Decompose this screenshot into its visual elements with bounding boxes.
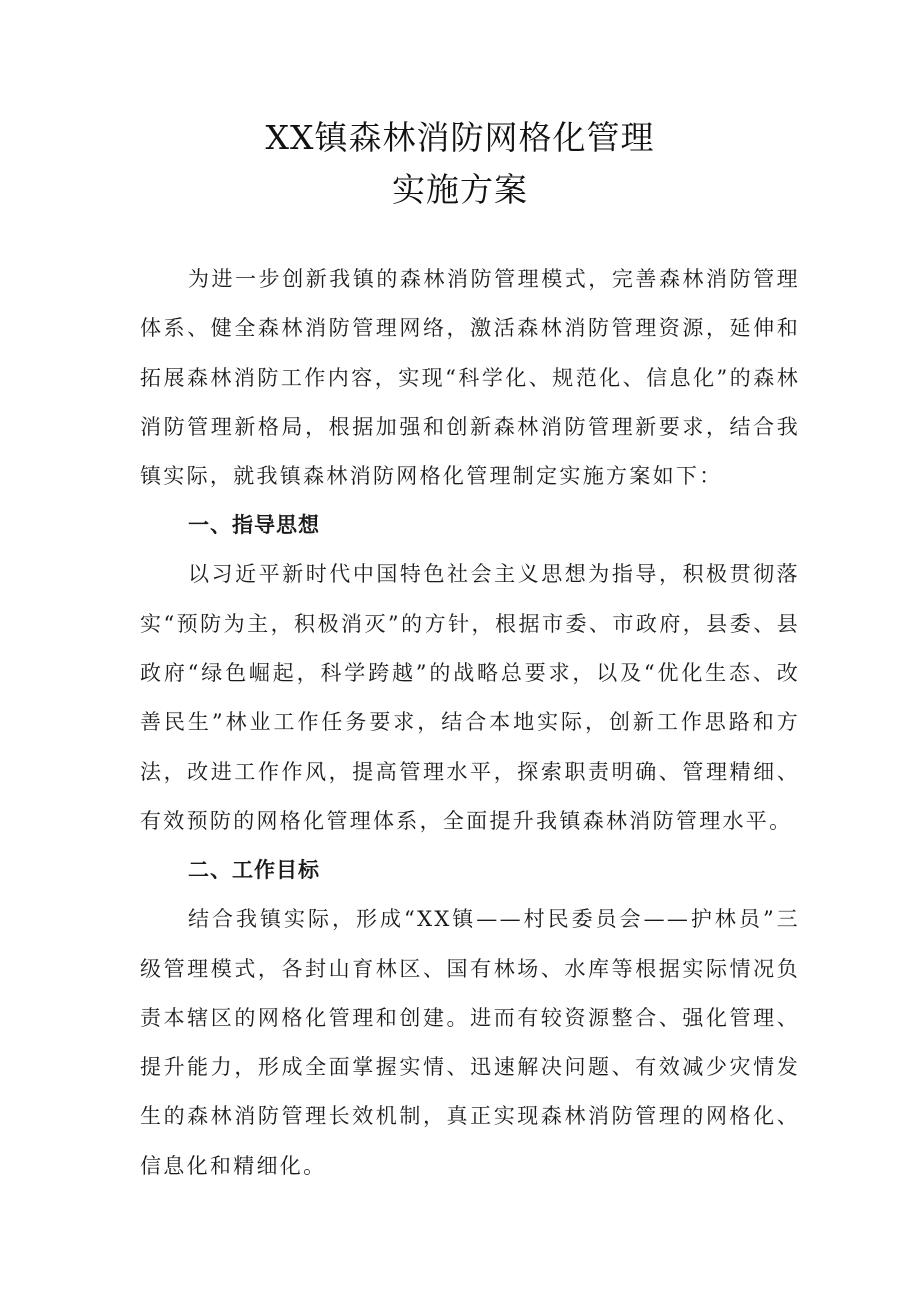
section-body-guiding-ideology: 以习近平新时代中国特色社会主义思想为指导，积极贯彻落实“预防为主，积极消灭”的方针，根据市委、市政府，县委、县政府“绿色崛起，科学跨越”的战略总要求，以及“优化生态、改善民生”林业工作任务要求，结合本地实际，创新工作思路和方法，改进工作作风，提高管理水平，探索职责明确、管理精细、有效预防的网格化管理体系，全面提升我镇森林消防管理水平。 <box>140 562 800 833</box>
title-line-2: 实施方案 <box>392 170 528 209</box>
title-line-1: XX镇森林消防网格化管理 <box>265 118 655 157</box>
intro-paragraph: 为进一步创新我镇的森林消防管理模式，完善森林消防管理体系、健全森林消防管理网络，激活森林消防管理资源，延伸和拓展森林消防工作内容，实现“科学化、规范化、信息化”的森林消防管理新格局，根据加强和创新森林消防管理新要求，结合我镇实际，就我镇森林消防网格化管理制定实施方案如下： <box>140 267 800 489</box>
section-body-work-objectives: 结合我镇实际，形成“XX镇——村民委员会——护林员”三级管理模式，各封山育林区、国有林场、水库等根据实际情况负责本辖区的网格化管理和创建。进而有较资源整合、强化管理、提升能力，形成全面掌握实情、迅速解决问题、有效减少灾情发生的森林消防管理长效机制，真正实现森林消防管理的网格化、信息化和精细化。 <box>140 907 800 1178</box>
document-body <box>140 255 800 1191</box>
document-title <box>0 112 920 216</box>
section-heading-guiding-ideology: 一、指导思想 <box>188 513 320 538</box>
section-heading-work-objectives: 二、工作目标 <box>188 858 320 883</box>
